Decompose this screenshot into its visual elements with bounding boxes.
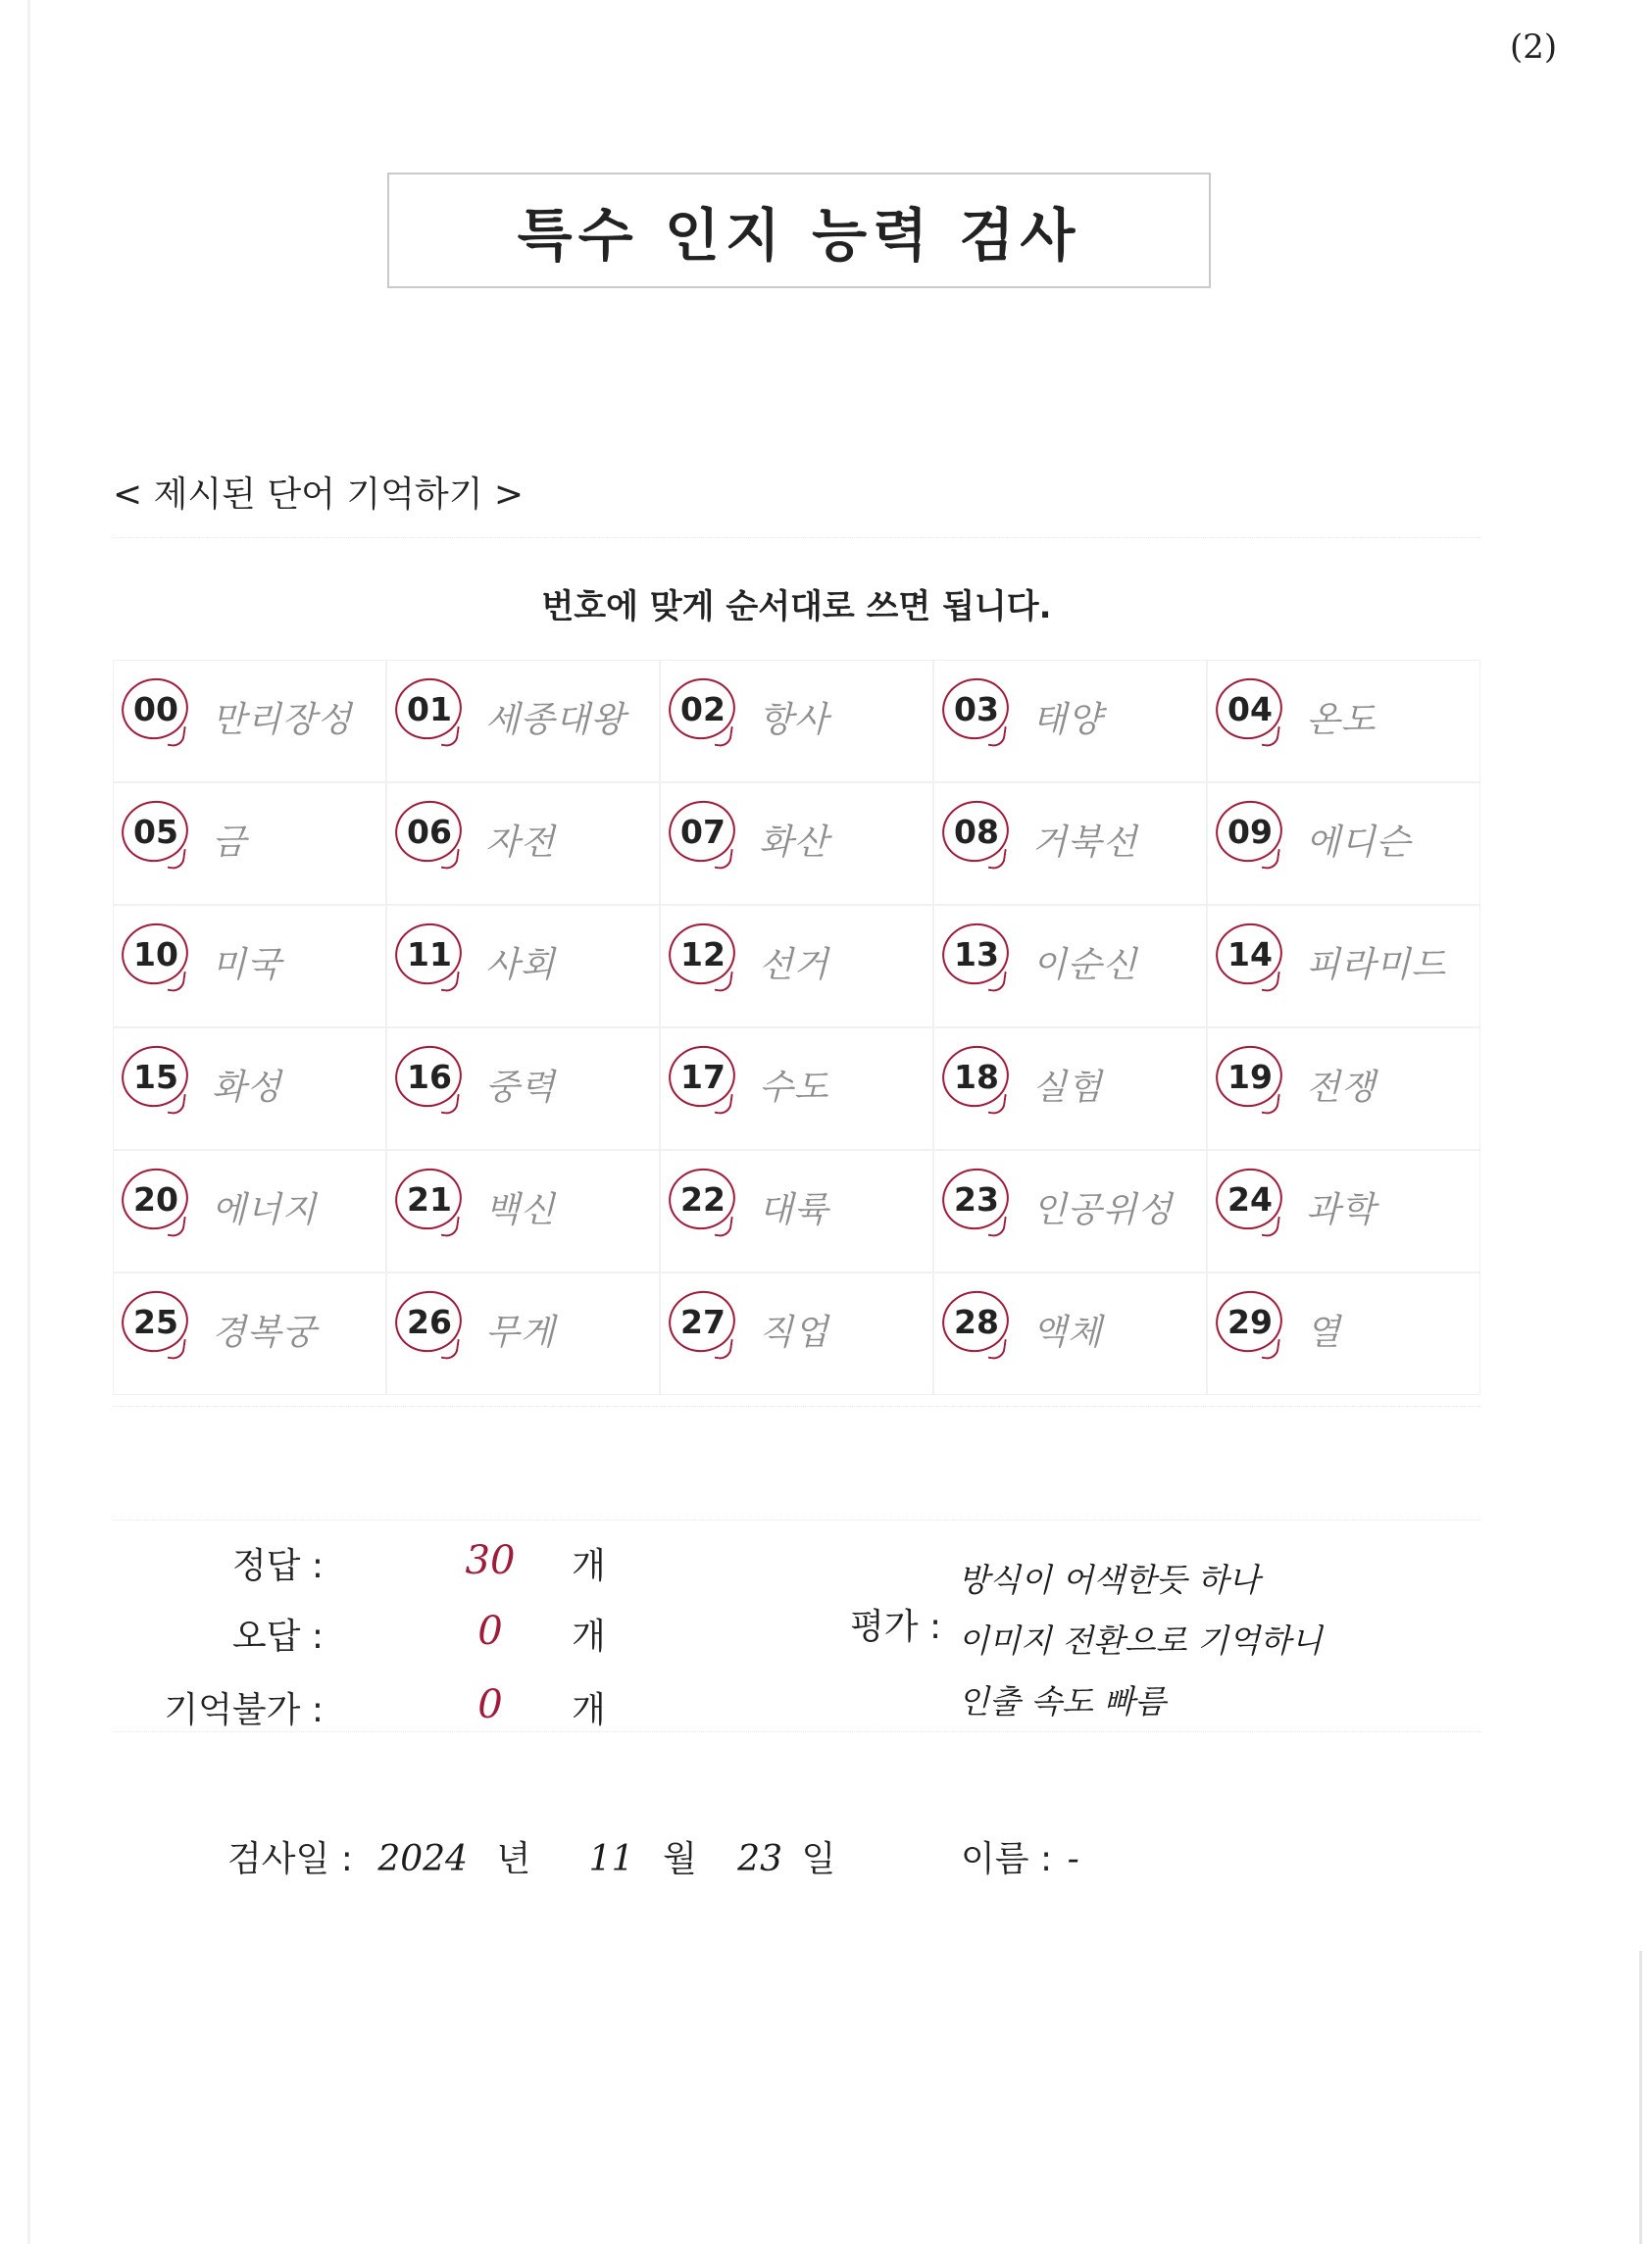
item-number: 13	[954, 935, 999, 973]
handwritten-answer: 선거	[759, 945, 829, 985]
item-number: 19	[1227, 1058, 1273, 1096]
item-number: 20	[133, 1180, 178, 1219]
unknown-label: 기억불가 :	[164, 1690, 324, 1730]
answer-cell	[933, 1027, 1207, 1150]
item-number: 23	[954, 1180, 999, 1219]
page-title: 특수 인지 능력 검사	[517, 202, 1081, 269]
item-number: 26	[407, 1303, 452, 1341]
evaluation-label: 평가 :	[850, 1607, 942, 1647]
answer-cell	[113, 905, 386, 1027]
page-number: (2)	[1510, 27, 1558, 67]
item-number: 15	[133, 1058, 178, 1096]
item-number: 12	[680, 935, 726, 973]
section-title: < 제시된 단어 기억하기 >	[113, 474, 525, 515]
date-day-unit: 일	[801, 1839, 836, 1879]
answer-cell	[386, 1027, 660, 1150]
answer-cell	[113, 1027, 386, 1150]
scan-edge-left	[27, 0, 30, 2244]
correct-unit: 개	[572, 1546, 606, 1586]
answer-cell	[660, 905, 933, 1027]
handwritten-answer: 직업	[759, 1313, 829, 1353]
title-box	[387, 173, 1211, 288]
answer-cell	[1207, 1027, 1480, 1150]
date-year-unit: 년	[496, 1839, 531, 1879]
handwritten-answer: 전쟁	[1306, 1068, 1377, 1108]
item-number: 00	[133, 690, 178, 728]
scan-edge-right	[1639, 1951, 1642, 2244]
examinee-name	[961, 1831, 1079, 1881]
wrong-label: 오답 :	[231, 1617, 324, 1657]
test-date	[227, 1831, 835, 1881]
score-row-wrong	[113, 1609, 799, 1668]
answer-cell	[1207, 1272, 1480, 1395]
item-number: 08	[954, 813, 999, 851]
answer-cell	[1207, 782, 1480, 905]
item-number: 05	[133, 813, 178, 851]
item-number: 07	[680, 813, 726, 851]
answer-cell	[660, 1150, 933, 1272]
handwritten-answer: 과학	[1306, 1190, 1377, 1230]
answer-cell	[660, 1027, 933, 1150]
handwritten-answer: 이순신	[1032, 945, 1138, 985]
score-section	[113, 1520, 1480, 1732]
handwritten-answer: 중력	[485, 1068, 556, 1108]
handwritten-answer: 만리장성	[212, 700, 353, 740]
handwritten-answer: 항사	[759, 700, 829, 740]
correct-label: 정답 :	[231, 1546, 324, 1586]
handwritten-answer: 자전	[485, 823, 556, 863]
handwritten-answer: 피라미드	[1306, 945, 1447, 985]
evaluation-text	[958, 1550, 1477, 1732]
item-number: 27	[680, 1303, 726, 1341]
answer-cell	[386, 1150, 660, 1272]
handwritten-answer: 사회	[485, 945, 556, 985]
unknown-value: 0	[477, 1682, 503, 1727]
handwritten-answer: 세종대왕	[485, 700, 626, 740]
handwritten-answer: 대륙	[759, 1190, 829, 1230]
wrong-unit: 개	[572, 1617, 606, 1657]
answer-cell	[113, 660, 386, 782]
item-number: 17	[680, 1058, 726, 1096]
answer-cell	[933, 782, 1207, 905]
answer-cell	[113, 782, 386, 905]
answer-cell	[933, 660, 1207, 782]
name-label: 이름 :	[961, 1839, 1053, 1879]
handwritten-answer: 수도	[759, 1068, 829, 1108]
answer-cell	[933, 905, 1207, 1027]
handwritten-answer: 실험	[1032, 1068, 1103, 1108]
item-number: 10	[133, 935, 178, 973]
handwritten-answer: 온도	[1306, 700, 1377, 740]
answer-cell	[113, 1150, 386, 1272]
answer-cell	[386, 782, 660, 905]
handwritten-answer: 거북선	[1032, 823, 1138, 863]
wrong-value: 0	[477, 1609, 503, 1654]
item-number: 16	[407, 1058, 452, 1096]
answer-cell	[933, 1150, 1207, 1272]
word-recall-grid	[113, 537, 1480, 1407]
item-number: 04	[1227, 690, 1273, 728]
handwritten-answer: 미국	[212, 945, 282, 985]
item-number: 21	[407, 1180, 452, 1219]
answer-cell	[660, 1272, 933, 1395]
answer-cell	[386, 905, 660, 1027]
handwritten-answer: 무게	[485, 1313, 556, 1353]
score-row-unknown	[113, 1682, 799, 1741]
item-number: 01	[407, 690, 452, 728]
item-number: 02	[680, 690, 726, 728]
handwritten-answer: 백신	[485, 1190, 556, 1230]
answer-cell	[386, 660, 660, 782]
date-month-unit: 월	[662, 1839, 697, 1879]
item-number: 14	[1227, 935, 1273, 973]
answer-cell	[1207, 1150, 1480, 1272]
date-month: 11	[588, 1839, 634, 1879]
answer-cell	[1207, 660, 1480, 782]
name-value: -	[1067, 1839, 1079, 1879]
date-day: 23	[737, 1839, 782, 1879]
date-year: 2024	[377, 1839, 468, 1879]
item-number: 24	[1227, 1180, 1273, 1219]
evaluation-line: 이미지 전환으로 기억하니	[958, 1621, 1323, 1660]
item-number: 18	[954, 1058, 999, 1096]
answer-cells	[113, 660, 1480, 1395]
item-number: 25	[133, 1303, 178, 1341]
score-row-correct	[113, 1538, 799, 1597]
instruction-text: 번호에 맞게 순서대로 쓰면 됩니다.	[541, 587, 1052, 626]
answer-cell	[386, 1272, 660, 1395]
answer-cell	[933, 1272, 1207, 1395]
evaluation-line: 방식이 어색한듯 하나	[958, 1561, 1260, 1599]
handwritten-answer: 열	[1306, 1313, 1341, 1353]
answer-cell	[113, 1272, 386, 1395]
handwritten-answer: 액체	[1032, 1313, 1103, 1353]
handwritten-answer: 경복궁	[212, 1313, 318, 1353]
answer-cell	[1207, 905, 1480, 1027]
evaluation-line: 인출 속도 빠름	[958, 1682, 1167, 1720]
item-number: 29	[1227, 1303, 1273, 1341]
answer-cell	[660, 782, 933, 905]
item-number: 06	[407, 813, 452, 851]
item-number: 03	[954, 690, 999, 728]
handwritten-answer: 인공위성	[1032, 1190, 1174, 1230]
date-label: 검사일 :	[227, 1839, 353, 1879]
item-number: 11	[407, 935, 452, 973]
item-number: 09	[1227, 813, 1273, 851]
answer-cell	[660, 660, 933, 782]
item-number: 22	[680, 1180, 726, 1219]
unknown-unit: 개	[572, 1690, 606, 1730]
item-number: 28	[954, 1303, 999, 1341]
handwritten-answer: 태양	[1032, 700, 1103, 740]
handwritten-answer: 에디슨	[1306, 823, 1412, 863]
handwritten-answer: 에너지	[212, 1190, 318, 1230]
correct-value: 30	[465, 1538, 516, 1583]
handwritten-answer: 화산	[759, 823, 829, 863]
handwritten-answer: 화성	[212, 1068, 282, 1108]
handwritten-answer: 금	[212, 823, 247, 863]
